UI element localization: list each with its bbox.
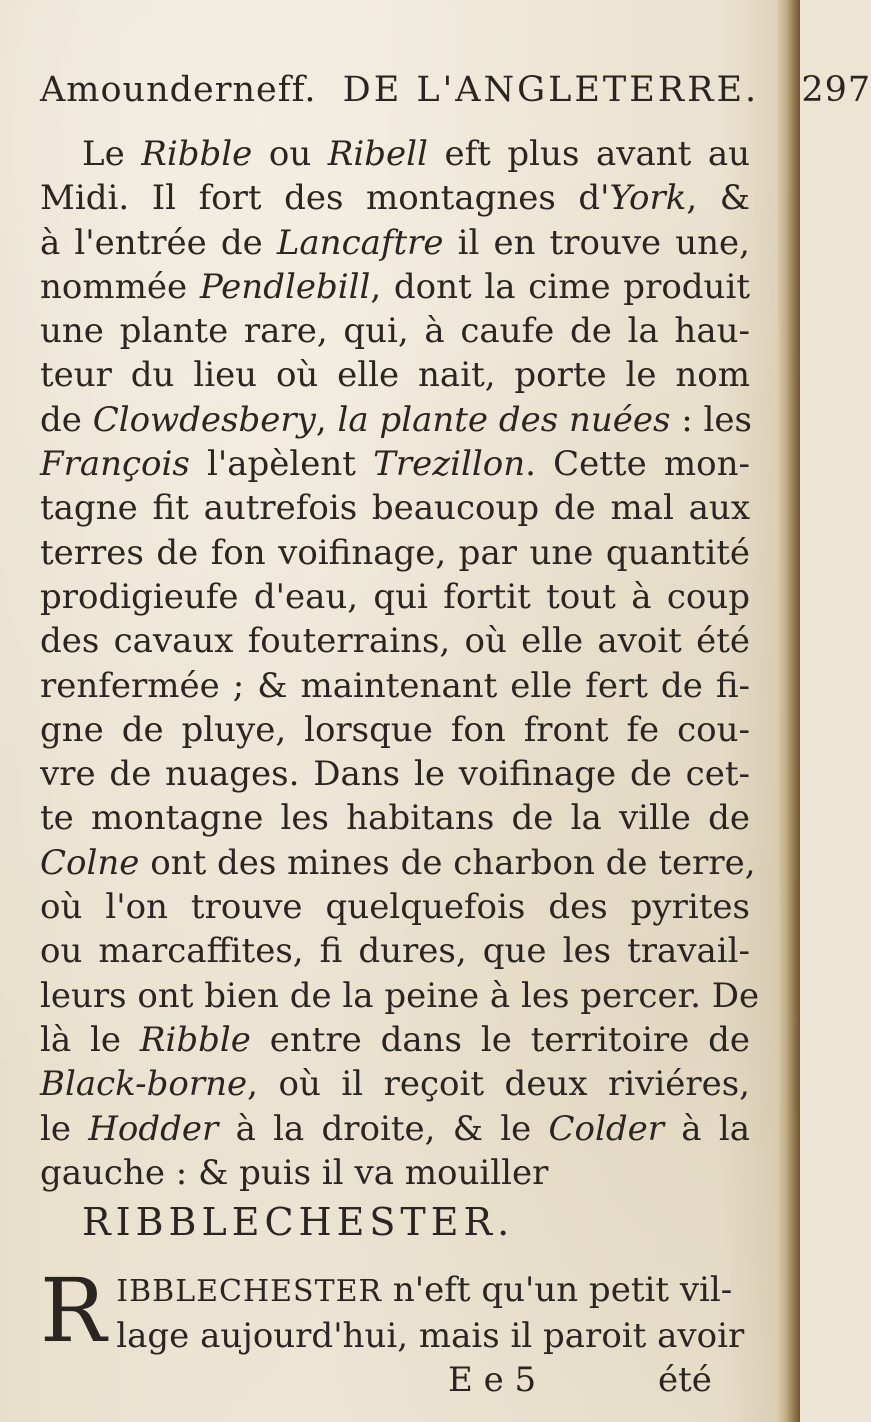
lead-word-smallcaps: IBBLECHESTER	[116, 1274, 383, 1309]
running-title: DE L'ANGLETERRE.	[342, 70, 760, 110]
text-line: François l'apèlent Trezillon. Cette mon-	[40, 444, 750, 485]
text-line: le Hodder à la droite, & le Colder à la	[40, 1108, 750, 1149]
paragraph-ribblechester	[40, 1259, 750, 1362]
signature-mark: E e 5	[448, 1360, 537, 1400]
drop-capital: R	[40, 1259, 107, 1362]
text-line: ou marcaffites, fi dures, que les travail-	[40, 931, 750, 972]
text-line: gne de pluye, lorsque fon front fe cou-	[40, 709, 750, 750]
text-line: des cavaux fouterrains, où elle avoit été	[40, 621, 750, 662]
text-line: teur du lieu où elle nait, porte le nom	[40, 355, 750, 396]
text-line: lage aujourd'hui, mais il paroit avoir	[116, 1316, 745, 1356]
text-line: une plante rare, qui, à caufe de la hau-	[40, 311, 750, 352]
page-edge-shadow	[778, 0, 800, 1422]
text-line: Le Ribble ou Ribell eft plus avant au	[82, 134, 751, 174]
section-heading: RIBBLECHESTER.	[82, 1200, 515, 1244]
text-line: gauche : & puis il va mouiller	[40, 1152, 549, 1193]
text-line-rest: n'eft qu'un petit vil-	[382, 1270, 733, 1310]
text-line: de Clowdesbery, la plante des nuées : les	[40, 399, 752, 440]
paragraph-ribble	[40, 132, 760, 1195]
text-line: leurs ont bien de la peine à les percer. De	[40, 975, 760, 1016]
text-line: vre de nuages. Dans le voifinage de cet-	[40, 754, 750, 795]
text-line: Colne ont des mines de charbon de terre,	[40, 842, 756, 883]
text-line: où l'on trouve quelquefois des pyrites	[40, 887, 750, 928]
text-line: Black-borne, où il reçoit deux riviéres,	[40, 1064, 750, 1105]
text-line: prodigieufe d'eau, qui fortit tout à coup	[40, 576, 750, 617]
margin-note: Amounderneff.	[40, 70, 317, 110]
text-line: à l'entrée de Lancaftre il en trouve une,	[40, 222, 750, 263]
text-line: tagne fit autrefois beaucoup de mal aux	[40, 488, 750, 529]
text-line: Midi. Il fort des montagnes d'York, &	[40, 178, 750, 219]
catchword: été	[658, 1360, 712, 1400]
text-line: te montagne les habitans de la ville de	[40, 798, 750, 839]
text-line: terres de fon voifinage, par une quantité	[40, 532, 750, 573]
text-line: là le Ribble entre dans le territoire de	[40, 1019, 750, 1060]
text-line: renfermée ; & maintenant elle fert de fi-	[40, 665, 750, 706]
page-number: 297	[801, 70, 871, 110]
text-line: nommée Pendlebill, dont la cime produit	[40, 266, 750, 307]
running-header	[40, 70, 871, 110]
